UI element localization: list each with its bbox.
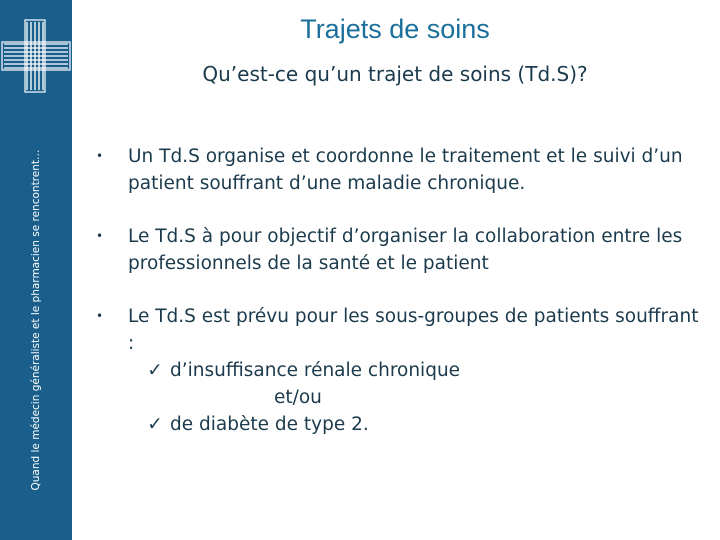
bullet-content bbox=[128, 303, 706, 438]
bullet-icon: • bbox=[96, 229, 104, 243]
medical-cross-logo-icon bbox=[0, 16, 72, 96]
bullet-text: Le Td.S à pour objectif d’organiser la collaboration entre les professionnels de la santé et le patient bbox=[128, 226, 683, 274]
check-text: de diabète de type 2. bbox=[170, 414, 369, 435]
bullet-item bbox=[96, 143, 706, 197]
bullet-icon: • bbox=[96, 149, 104, 163]
check-list bbox=[140, 357, 706, 438]
bullet-text: Un Td.S organise et coordonne le traitement et le suivi d’un patient souffrant d’une maladie chronique. bbox=[128, 146, 683, 194]
bullet-list bbox=[96, 143, 706, 464]
sidebar-vertical-caption: Quand le médecin généraliste et le pharmacien se rencontrent… bbox=[30, 149, 42, 491]
checkmark-icon: ✓ bbox=[147, 360, 163, 381]
checkmark-icon: ✓ bbox=[147, 414, 163, 435]
connector-text: et/ou bbox=[274, 387, 322, 408]
bullet-item bbox=[96, 303, 706, 438]
check-item bbox=[140, 411, 706, 438]
slide-subtitle: Qu’est-ce qu’un trajet de soins (Td.S)? bbox=[202, 62, 588, 86]
check-item bbox=[140, 357, 706, 384]
left-sidebar bbox=[0, 0, 72, 540]
slide-title: Trajets de soins bbox=[300, 14, 490, 44]
check-text: d’insuffisance rénale chronique bbox=[170, 360, 461, 381]
bullet-text: Le Td.S est prévu pour les sous-groupes de patients souffrant : bbox=[128, 306, 699, 354]
bullet-item bbox=[96, 223, 706, 277]
bullet-icon: • bbox=[96, 309, 104, 323]
